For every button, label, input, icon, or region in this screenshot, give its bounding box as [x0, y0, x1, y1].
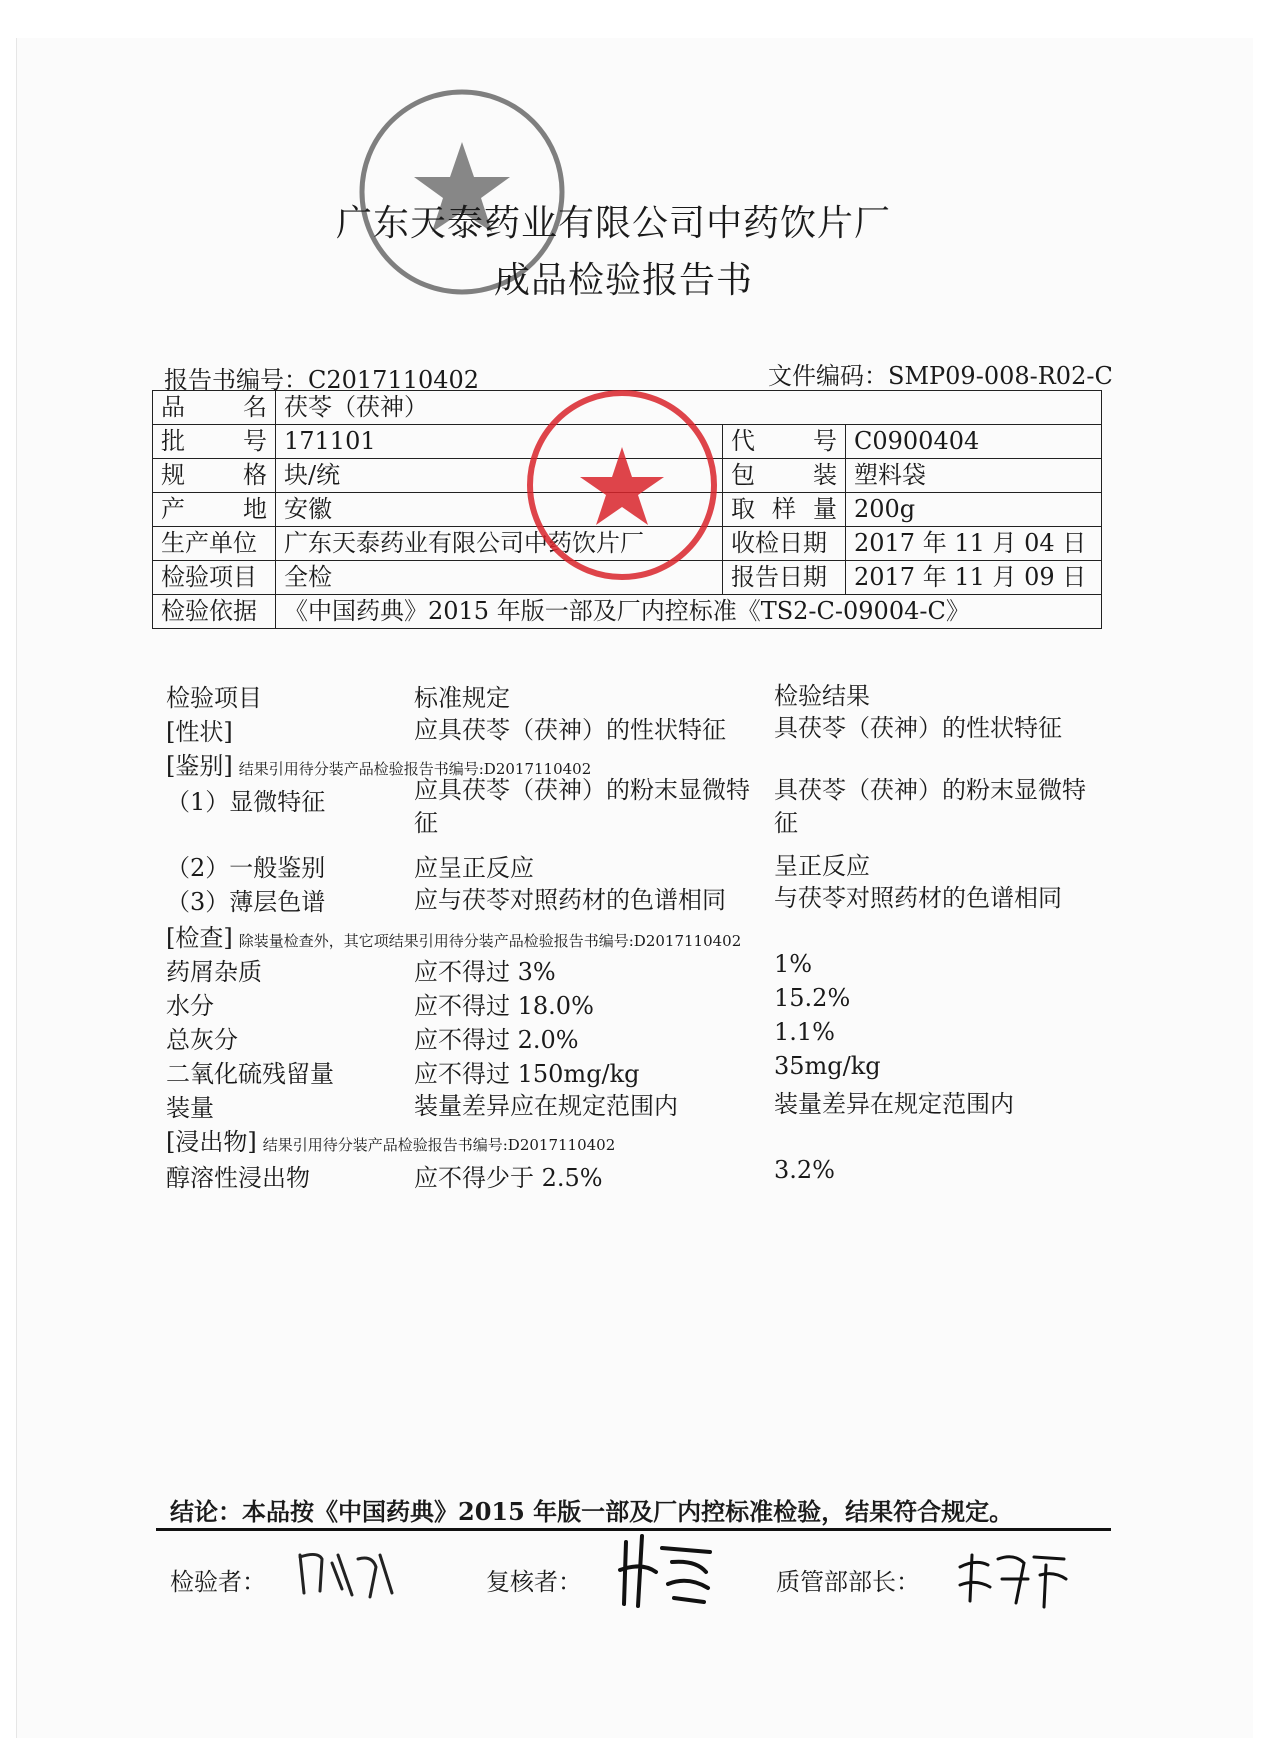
report-number-value: C2017110402 — [308, 366, 480, 394]
batch-label-cell — [153, 425, 276, 459]
file-code-value: SMP09-008-R02-C — [888, 362, 1113, 390]
company-title: 广东天泰药业有限公司中药饮片厂 — [336, 203, 892, 244]
item-value: 全检 — [276, 561, 723, 595]
maker-value: 广东天泰药业有限公司中药饮片厂 — [276, 527, 723, 561]
zhuangliang-item: 装量 — [166, 1094, 214, 1122]
eryang-std: 应不得过 150mg/kg — [414, 1060, 640, 1088]
origin-label-cell — [153, 493, 276, 527]
jinchu-section — [166, 1122, 615, 1157]
basis-label: 检验依据 — [153, 595, 276, 629]
huifen-res: 1.1% — [774, 1018, 835, 1046]
file-code — [768, 356, 1113, 391]
jianbie-title: [鉴别] — [166, 752, 233, 780]
xingzhuang-res: 具茯苓（茯神）的性状特征 — [774, 714, 1062, 742]
spec-label: 规格 — [161, 461, 267, 489]
jinchu-title: [浸出物] — [166, 1128, 257, 1156]
inspector-signature — [292, 1545, 402, 1605]
product-label: 品名 — [161, 393, 267, 421]
reviewer-signature — [612, 1532, 722, 1612]
jinchu-note: 结果引用待分装产品检验报告书编号:D2017110402 — [262, 1136, 616, 1154]
yiban-res: 呈正反应 — [774, 852, 870, 880]
sample-value: 200g — [846, 493, 1102, 527]
receive-date-label: 收检日期 — [723, 527, 846, 561]
bocen-res: 与茯苓对照药材的色谱相同 — [774, 884, 1062, 912]
shuifen-res: 15.2% — [774, 984, 851, 1012]
report-title: 成品检验报告书 — [494, 260, 754, 301]
results-header-res: 检验结果 — [774, 682, 870, 710]
sample-label-cell — [723, 493, 846, 527]
batch-value: 171101 — [276, 425, 723, 459]
xingzhuang-item: [性状] — [166, 718, 233, 746]
yaoxie-std: 应不得过 3% — [414, 958, 556, 986]
package-label: 包装 — [731, 461, 837, 489]
xianwei-item: （1）显微特征 — [166, 788, 326, 816]
shuifen-std: 应不得过 18.0% — [414, 992, 594, 1020]
conclusion-divider — [156, 1528, 1111, 1531]
huifen-std: 应不得过 2.0% — [414, 1026, 579, 1054]
jiancha-section — [166, 918, 741, 953]
maker-label: 生产单位 — [153, 527, 276, 561]
report-number-label: 报告书编号： — [164, 366, 308, 394]
xingzhuang-std: 应具茯苓（茯神）的性状特征 — [414, 716, 726, 744]
results-header-std: 标准规定 — [414, 684, 510, 712]
quality-dept-seal — [522, 385, 722, 585]
jiancha-note: 除装量检查外，其它项结果引用待分装产品检验报告书编号:D2017110402 — [238, 932, 742, 950]
code-label: 代号 — [731, 427, 837, 455]
bocen-std: 应与茯苓对照药材的色谱相同 — [414, 886, 726, 914]
spec-value: 块/统 — [276, 459, 723, 493]
zhuangliang-res: 装量差异在规定范围内 — [774, 1090, 1014, 1118]
table-row — [153, 595, 1102, 629]
code-value: C0900404 — [846, 425, 1102, 459]
chunrong-std: 应不得少于 2.5% — [414, 1164, 603, 1192]
shuifen-item: 水分 — [166, 992, 214, 1020]
qa-head-label: 质管部部长： — [776, 1568, 920, 1596]
file-code-label: 文件编码： — [768, 362, 888, 390]
chunrong-res: 3.2% — [774, 1156, 835, 1184]
qa-head-signature — [954, 1545, 1074, 1615]
results-header-item: 检验项目 — [166, 684, 262, 712]
receive-date-value: 2017 年 11 月 04 日 — [846, 527, 1102, 561]
inspector-label: 检验者： — [170, 1568, 266, 1596]
basis-value: 《中国药典》2015 年版一部及厂内控标准《TS2-C-09004-C》 — [276, 595, 1102, 629]
origin-value: 安徽 — [276, 493, 723, 527]
yiban-item: （2）一般鉴别 — [166, 854, 326, 882]
batch-label: 批号 — [161, 427, 267, 455]
spec-label-cell — [153, 459, 276, 493]
eryang-item: 二氧化硫残留量 — [166, 1060, 334, 1088]
eryang-res: 35mg/kg — [774, 1052, 881, 1080]
report-date-label: 报告日期 — [723, 561, 846, 595]
huifen-item: 总灰分 — [166, 1026, 238, 1054]
package-value: 塑料袋 — [846, 459, 1102, 493]
yaoxie-item: 药屑杂质 — [166, 958, 262, 986]
reviewer-label: 复核者： — [486, 1568, 582, 1596]
product-label-cell — [153, 391, 276, 425]
package-label-cell — [723, 459, 846, 493]
conclusion: 结论：本品按《中国药典》2015 年版一部及厂内控标准检验，结果符合规定。 — [170, 1497, 1014, 1526]
code-label-cell — [723, 425, 846, 459]
zhuangliang-std: 装量差异应在规定范围内 — [414, 1092, 678, 1120]
yaoxie-res: 1% — [774, 950, 813, 978]
report-date-value: 2017 年 11 月 09 日 — [846, 561, 1102, 595]
bocen-item: （3）薄层色谱 — [166, 888, 326, 916]
item-label: 检验项目 — [153, 561, 276, 595]
origin-label: 产地 — [161, 495, 267, 523]
xianwei-res: 具茯苓（茯神）的粉末显微特征 — [774, 776, 1086, 837]
chunrong-item: 醇溶性浸出物 — [166, 1164, 310, 1192]
jianbie-note: 结果引用待分装产品检验报告书编号:D2017110402 — [238, 760, 592, 778]
xianwei-std: 应具茯苓（茯神）的粉末显微特征 — [414, 776, 750, 837]
yiban-std: 应呈正反应 — [414, 854, 534, 882]
sample-label: 取样量 — [731, 495, 837, 523]
jiancha-title: [检查] — [166, 924, 233, 952]
product-value: 茯苓（茯神） — [276, 391, 1102, 425]
